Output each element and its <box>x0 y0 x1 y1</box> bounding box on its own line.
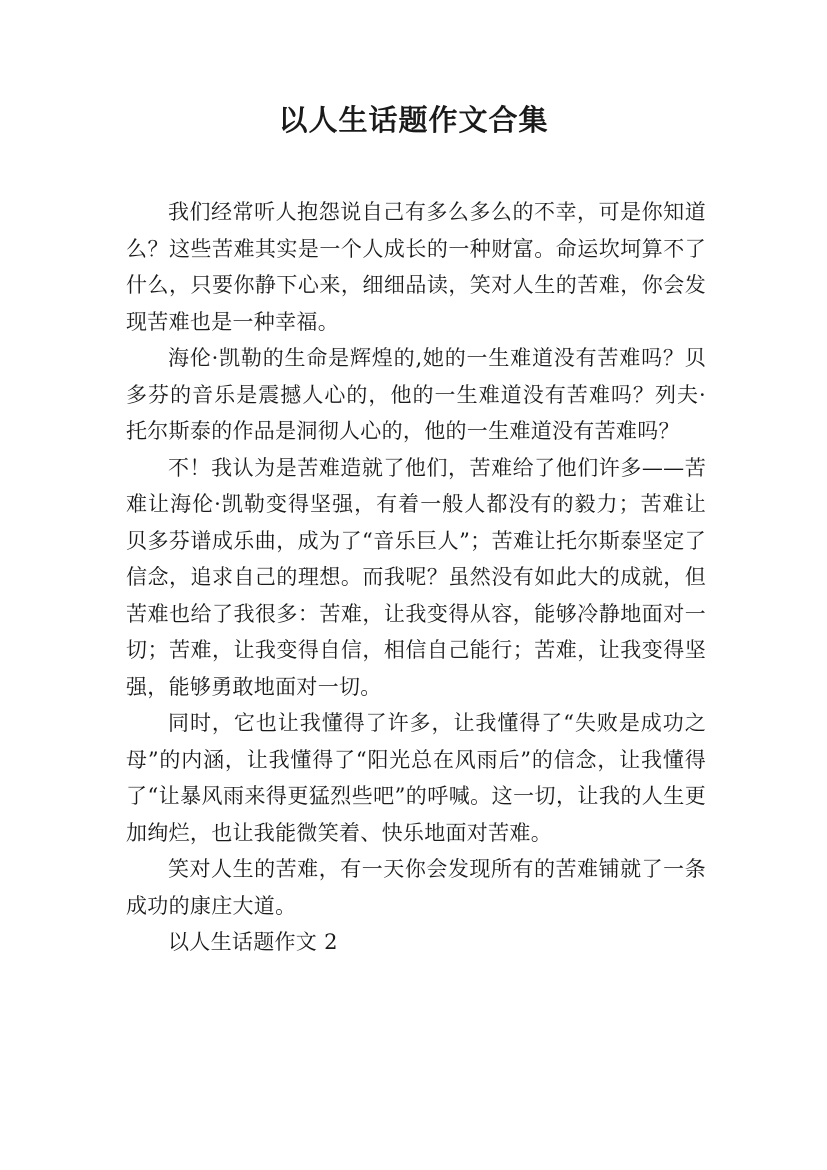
paragraph-1: 我们经常听人抱怨说自己有多么多么的不幸，可是你知道么？这些苦难其实是一个人成长的一种财富。命运坎坷算不了什么，只要你静下心来，细细品读，笑对人生的苦难，你会发现苦难也是一种幸福。 <box>126 200 706 334</box>
paragraph-2: 海伦·凯勒的生命是辉煌的,她的一生难道没有苦难吗？贝多芬的音乐是震撼人心的，他的一生难道没有苦难吗？列夫·托尔斯泰的作品是洞彻人心的，他的一生难道没有苦难吗？ <box>126 346 706 443</box>
paragraph-4: 同时，它也让我懂得了许多，让我懂得了“失败是成功之母”的内涵，让我懂得了“阳光总在风雨后”的信念，让我懂得了“让暴风雨来得更猛烈些吧”的呼喊。这一切，让我的人生更加绚烂，也让我能微笑着、快乐地面对苦难。 <box>126 711 706 845</box>
document-body <box>126 194 706 961</box>
paragraph-3: 不！我认为是苦难造就了他们，苦难给了他们许多——苦难让海伦·凯勒变得坚强，有着一般人都没有的毅力；苦难让贝多芬谱成乐曲，成为了“音乐巨人”；苦难让托尔斯泰坚定了信念，追求自己的理想。而我呢？虽然没有如此大的成就，但苦难也给了我很多：苦难，让我变得从容，能够冷静地面对一切；苦难，让我变得自信，相信自己能行；苦难，让我变得坚强，能够勇敢地面对一切。 <box>126 455 706 699</box>
document-title: 以人生话题作文合集 <box>278 103 549 137</box>
section-subheading: 以人生话题作文 2 <box>168 930 338 954</box>
paragraph-5: 笑对人生的苦难，有一天你会发现所有的苦难铺就了一条成功的康庄大道。 <box>126 857 706 918</box>
